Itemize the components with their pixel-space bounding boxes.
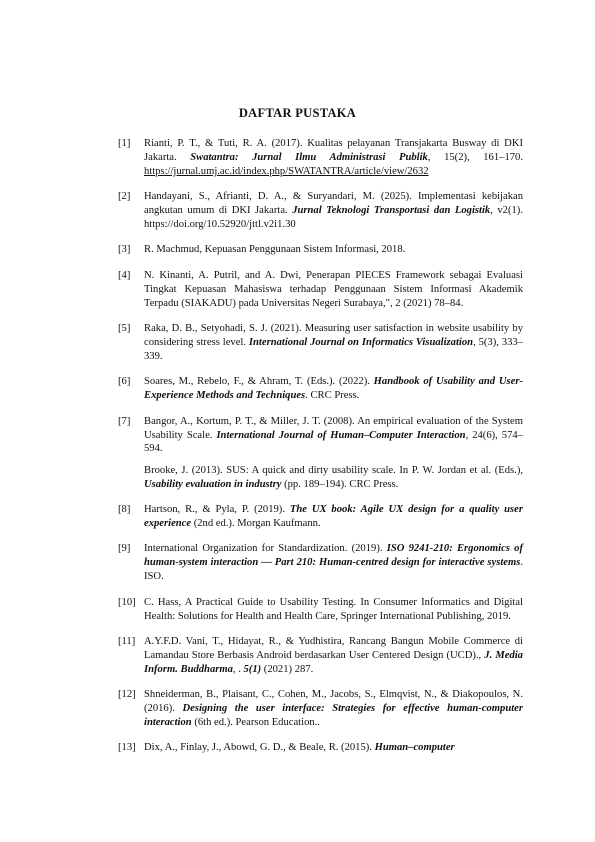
reference-source-title: Human–computer [374, 742, 455, 754]
reference-text: Dix, A., Finlay, J., Abowd, G. D., & Beale, R. (2015). [144, 742, 375, 754]
reference-source-title: Usability evaluation in industry [144, 478, 282, 490]
reference-number: [2] [118, 191, 131, 203]
reference-source-title: International Journal of Human–Computer Interaction [216, 429, 466, 441]
reference-number: [8] [118, 504, 131, 516]
reference-text: , 24(6), 574–594. [144, 429, 523, 455]
reference-text: Brooke, J. (2013). SUS: A quick and dirty usability scale. In P. W. Jordan et al. (Eds.), [144, 464, 523, 476]
reference-number: [5] [118, 323, 131, 335]
reference-source-title: Designing the user interface: Strategies for effective human-computer interaction [144, 703, 524, 728]
reference-source-title: The UX book: Agile UX design for a quality user experience [144, 504, 524, 530]
reference-entry [118, 415, 523, 457]
reference-entry [118, 190, 523, 232]
reference-link[interactable]: https://jurnal.umj.ac.id/index.php/SWATANTRA/article/view/2632 [144, 165, 429, 177]
reference-number: [9] [118, 543, 131, 555]
reference-number: [12] [118, 689, 136, 701]
reference-source-title: 5(1) [243, 663, 262, 675]
reference-entry [118, 243, 523, 257]
reference-number: [11] [118, 635, 136, 647]
reference-list [118, 137, 523, 767]
reference-text: Soares, M., Rebelo, F., & Ahram, T. (Eds.). (2022). [144, 376, 374, 388]
reference-text: (2021) 287. [261, 663, 314, 675]
reference-entry [118, 375, 523, 403]
reference-text: R. Machmud, Kepuasan Penggunaan Sistem Informasi, 2018. [144, 244, 406, 256]
reference-entry [118, 741, 523, 755]
reference-number: [7] [118, 415, 131, 427]
reference-entry [118, 137, 523, 179]
reference-text: N. Kinanti, A. Putril, and A. Dwi, Penerapan PIECES Framework sebagai Evaluasi Tingkat Kepuasan Mahasiswa terhadap Penggunaan Sistem Informasi Akademik Terpadu (SIAKADU) pada Universitas Negeri Surabaya,", 2 (2021) 78–84. [144, 269, 523, 309]
reference-number: [1] [118, 138, 131, 149]
reference-text: (pp. 189–194). CRC Press. [281, 478, 399, 490]
reference-text: . CRC Press. [305, 390, 360, 402]
reference-text: International Organization for Standardization. (2019). [144, 543, 387, 555]
reference-entry [118, 596, 523, 624]
reference-source-title: International Journal on Informatics Visualization [248, 336, 474, 348]
reference-source-title: ISO 9241-210: Ergonomics of human-system interaction — Part 210: Human-centred design for interactive systems [144, 543, 523, 569]
reference-text: C. Hass, A Practical Guide to Usability Testing. In Consumer Informatics and Digital Health: Solutions for Health and Health Care, Springer International Publishing, 2019. [144, 596, 523, 622]
reference-text: , 5(3), 333–339. [144, 336, 523, 362]
reference-text: (2nd ed.). Morgan Kaufmann. [191, 518, 321, 530]
reference-text: Handayani, S., Afrianti, D. A., & Suryandari, M. (2025). Implementasi kebijakan angkutan umum di DKI Jakarta. [144, 191, 523, 217]
reference-source-title: J. Media Inform. Buddharma [144, 649, 523, 675]
reference-entry [118, 464, 523, 492]
reference-text: Raka, D. B., Setyohadi, S. J. (2021). Measuring user satisfaction in website usability by considering stress level. [144, 323, 523, 348]
reference-number: [3] [118, 244, 131, 256]
reference-source-title: Handbook of Usability and User-Experience Methods and Techniques [144, 376, 523, 402]
reference-text: , v2(1). https://doi.org/10.52920/jttl.v2i1.30 [144, 205, 523, 231]
reference-source-title: Jurnal Teknologi Transportasi dan Logistik [292, 205, 491, 217]
reference-number: [4] [118, 269, 131, 281]
reference-entry [118, 503, 523, 531]
reference-text: Rianti, P. T., & Tuti, R. A. (2017). Kualitas pelayanan Transjakarta Busway di DKI Jakarta. [144, 138, 523, 163]
reference-entry [118, 542, 523, 584]
reference-entry [118, 269, 523, 311]
reference-entry [118, 322, 523, 364]
reference-text: , 15(2), 161–170. [427, 151, 523, 163]
reference-number: [13] [118, 742, 136, 754]
reference-text: Bangor, A., Kortum, P. T., & Miller, J. T. (2008). An empirical evaluation of the System Usability Scale. [144, 415, 523, 441]
reference-entry [118, 688, 523, 730]
reference-source-title: Swatantra: Jurnal Ilmu Administrasi Publik [190, 151, 428, 163]
reference-text: . ISO. [144, 557, 523, 583]
reference-text: Shneiderman, B., Plaisant, C., Cohen, M., Jacobs, S., Elmqvist, N., & Diakopoulos, N. (2016). [144, 689, 523, 715]
reference-text: A.Y.F.D. Vani, T., Hidayat, R., & Yudhistira, Rancang Bangun Mobile Commerce di Lamandau Store Berbasis Android berdasarkan User Centered Design (UCD)., [144, 635, 523, 661]
reference-number: [6] [118, 376, 131, 388]
reference-text: (6th ed.). Pearson Education.. [191, 717, 320, 728]
reference-text: Hartson, R., & Pyla, P. (2019). [144, 504, 290, 516]
reference-text: , . [232, 663, 244, 675]
page-title: DAFTAR PUSTAKA [238, 106, 357, 120]
reference-number: [10] [118, 596, 136, 608]
reference-entry [118, 635, 523, 677]
